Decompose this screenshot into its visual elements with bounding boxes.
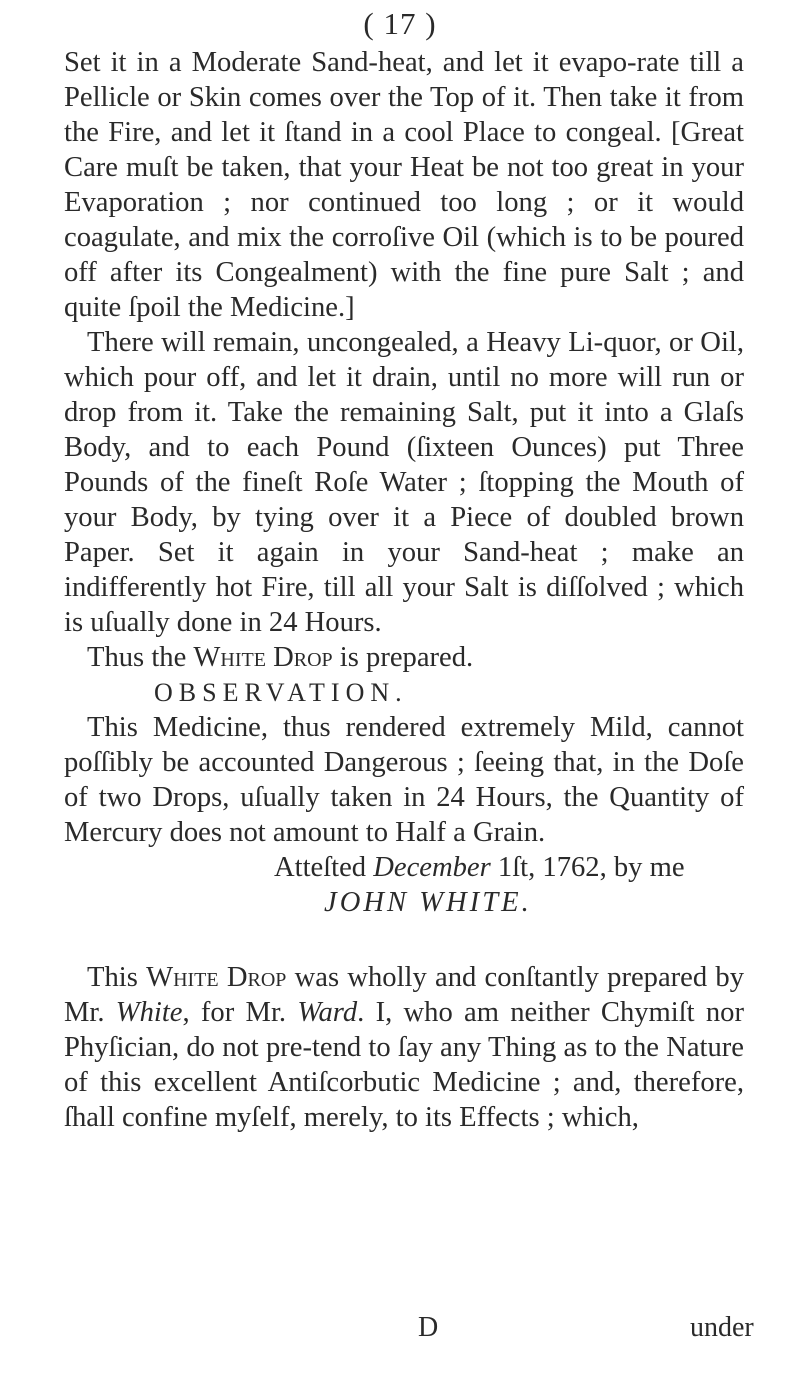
paragraph-observation: This Medicine, thus rendered extremely Mild, cannot poſſibly be accounted Dangerous ; ſeeing that, in the Doſe of two Drops, uſually taken in 24 Hours, the Quantity of Mercury does not amount to Half a Grain. [64, 712, 744, 848]
observation-heading: OBSERVATION. [154, 678, 408, 707]
section-gap [64, 920, 744, 960]
attestation-line: Atteſted December 1ſt, 1762, by me [274, 852, 685, 883]
paragraph-evaporation: Set it in a Moderate Sand-heat, and let it evapo-rate till a Pellicle or Skin comes over the Top of it. Then take it from the Fire, and let it ſtand in a cool Place to congeal. [Great Care muſt be taken, that your Heat be not too great in your Evaporation ; nor continued too long ; or it would coagulate, and mix the corroſive Oil (which is to be poured off after its Congealment) with the fine pure Salt ; and quite ſpoil the Medicine.] [64, 47, 744, 323]
paragraph-white-drop-prepared: Thus the White Drop is prepared. [87, 642, 474, 673]
paragraph-ward: This White Drop was wholly and conſtantly prepared by Mr. White, for Mr. Ward. I, who am neither Chymiſt nor Phyſician, do not pre-tend to ſay any Thing as to the Nature of this excellent Antiſcorbutic Medicine ; and, therefore, ſhall confine myſelf, merely, to its Effects ; which, [64, 962, 745, 1133]
signature-mark: D [418, 1312, 439, 1343]
catchword: under [690, 1312, 754, 1343]
name-white: White [115, 997, 183, 1028]
white-drop-term: White Drop [193, 642, 333, 673]
attestation-month: December [373, 852, 491, 883]
white-drop-term: White Drop [146, 962, 287, 993]
body-text [64, 45, 744, 1135]
paragraph-remaining-salt: There will remain, uncongealed, a Heavy Li-quor, or Oil, which pour off, and let it drain, until no more will run or drop from it. Take the remaining Salt, put it into a Glaſs Body, and to each Pound (ſixteen Ounces) put Three Pounds of the fineſt Roſe Water ; ſtopping the Mouth of your Body, by tying over it a Piece of doubled brown Paper. Set it again in your Sand-heat ; make an indifferently hot Fire, till all your Salt is diſſolved ; which is uſually done in 24 Hours. [64, 327, 744, 638]
signature-name: JOHN WHITE. [324, 887, 532, 918]
name-ward: Ward [297, 997, 358, 1028]
page-number: ( 17 ) [363, 6, 437, 41]
